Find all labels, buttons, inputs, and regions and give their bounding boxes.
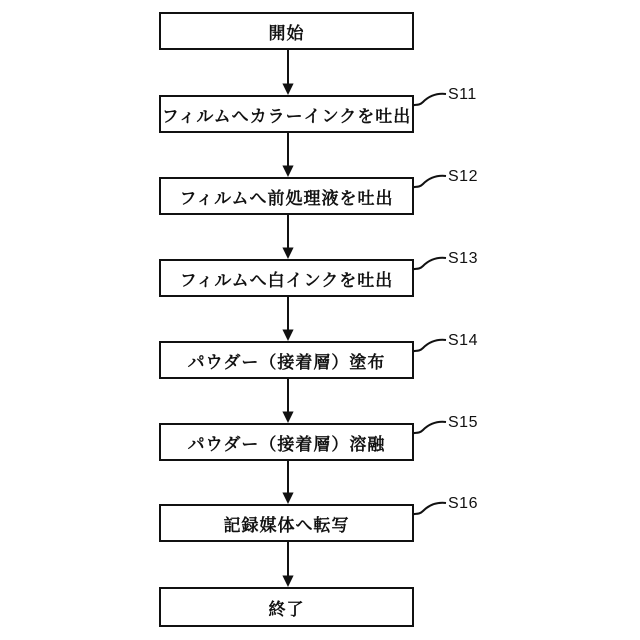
flow-node-s15: パウダー（接着層）溶融	[159, 423, 414, 461]
flow-arrowhead	[282, 84, 293, 96]
flow-arrowhead	[282, 330, 293, 342]
step-label-s11: S11	[448, 86, 477, 103]
flow-arrowhead	[282, 248, 293, 260]
flow-node-s11: フィルムへカラーインクを吐出	[159, 95, 414, 133]
step-label-s12: S12	[448, 168, 478, 185]
step-label-s14: S14	[448, 332, 478, 349]
flow-node-s12: フィルムへ前処理液を吐出	[159, 177, 414, 215]
flow-node-s16: 記録媒体へ転写	[159, 504, 414, 542]
flow-arrowhead	[282, 493, 293, 505]
step-label-s16: S16	[448, 495, 478, 512]
flow-node-s14: パウダー（接着層）塗布	[159, 341, 414, 379]
flow-arrowhead	[282, 576, 293, 588]
flow-node-start: 開始	[159, 12, 414, 50]
flow-node-s13: フィルムへ白インクを吐出	[159, 259, 414, 297]
step-label-s15: S15	[448, 414, 478, 431]
flow-arrowhead	[282, 166, 293, 178]
flow-arrowhead	[282, 412, 293, 424]
step-label-s13: S13	[448, 250, 478, 267]
flow-node-end: 終了	[159, 587, 414, 627]
